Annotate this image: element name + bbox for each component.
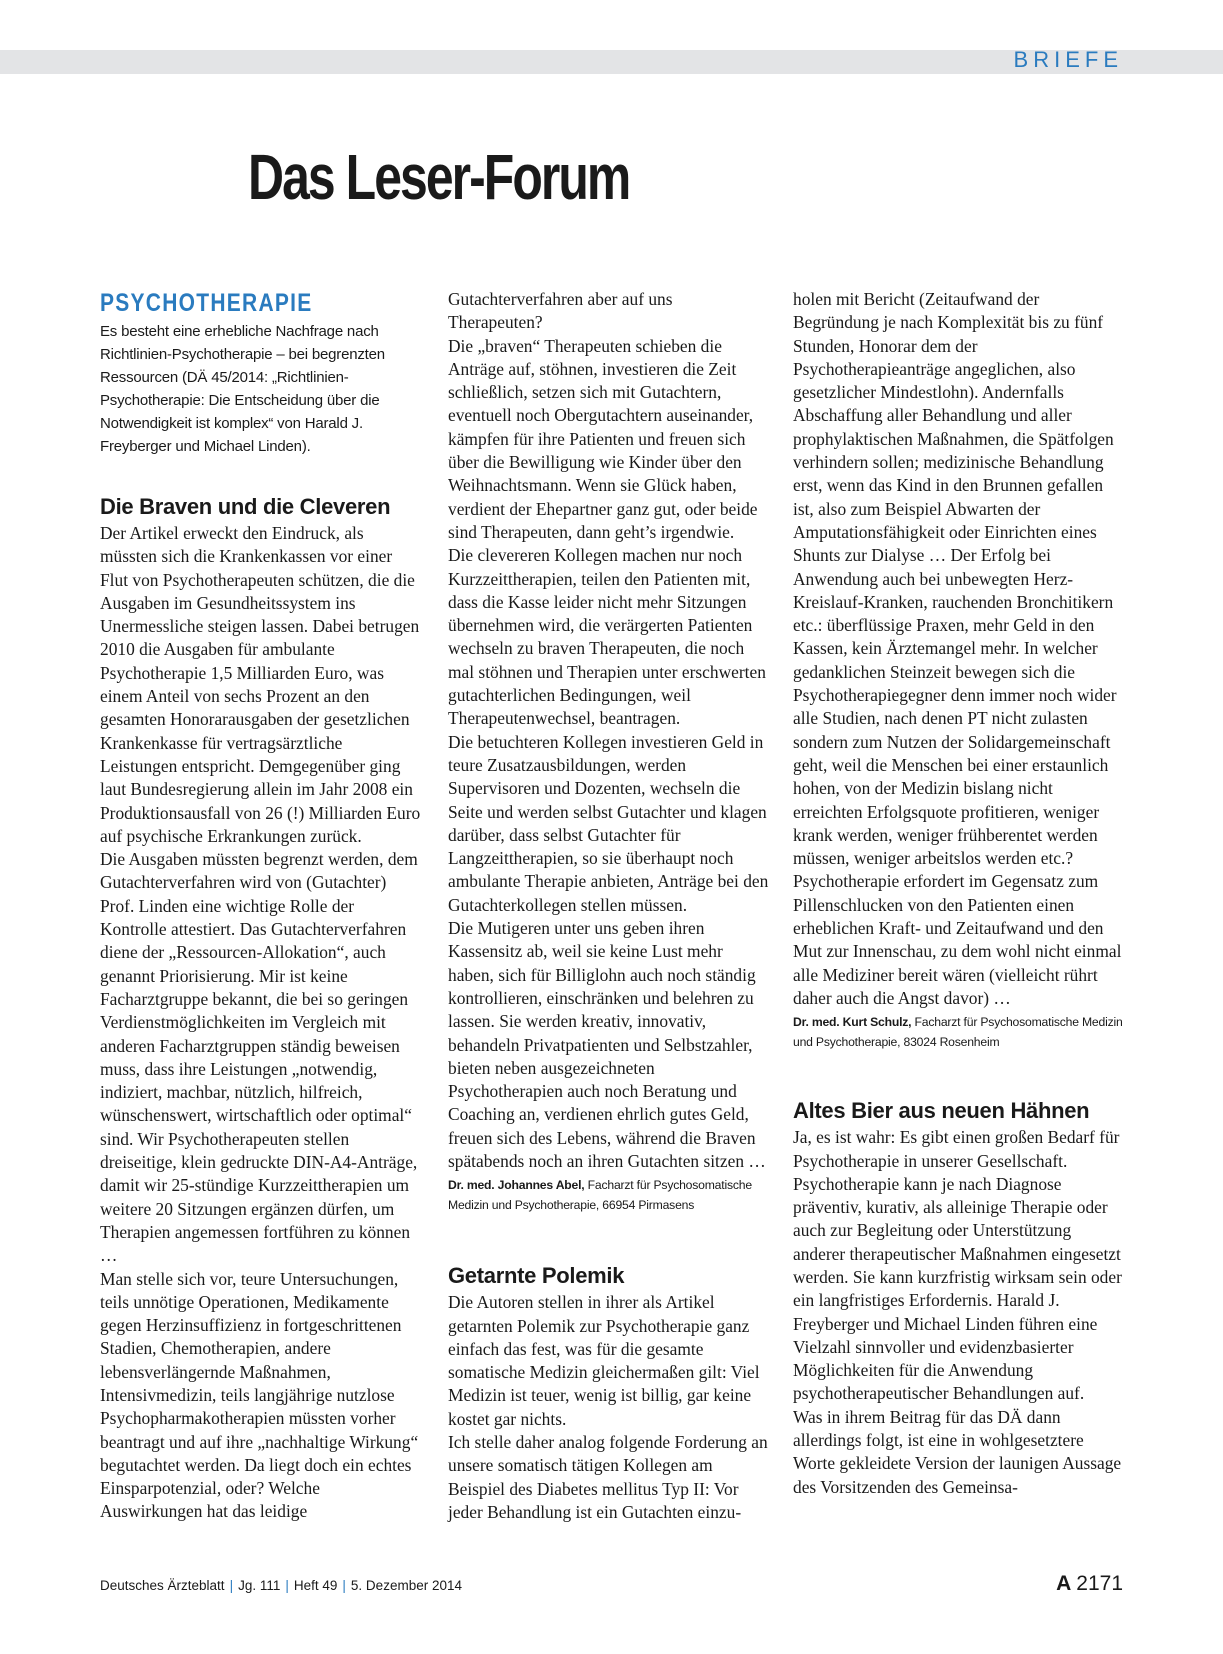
paragraph: Die Mutigeren unter uns geben ihren Kassensitz ab, weil sie keine Lust mehr haben, sich für Billiglohn auch noch ständig kontrollieren, einschränken und belehren zu lassen. Sie werden kreativ, innovativ, behandeln Privatpatienten und Selbstzahler, bieten neben ausgezeichneten Psychotherapien auch noch Beratung und Coaching an, verdienen ehrlich gutes Geld, freuen sich des Lebens, während die Braven spätabends noch an ihren Gutachten sitzen … (448, 918, 766, 1171)
letter-heading-3: Altes Bier aus neuen Hähnen (793, 1098, 1090, 1124)
signature-name: Dr. med. Kurt Schulz, (793, 1015, 912, 1030)
paragraph: Die Autoren stellen in ihrer als Artikel getarnten Polemik zur Psychotherapie ganz einfach das fest, was für die gesamte somatische Medizin gleichermaßen gilt: Viel Medizin ist teuer, wenig ist billig, gar keine kostet gar nichts. (448, 1292, 760, 1429)
volume: Jg. 111 (238, 1578, 281, 1593)
paragraph: Was in ihrem Beitrag für das DÄ dann allerdings folgt, ist eine in wohlgesetztere Worte gekleidete Version der launigen Aussage des Vorsitzenden des Gemeinsa- (793, 1406, 1122, 1497)
signature-1 (448, 1175, 770, 1215)
paragraph: Die Ausgaben müssten begrenzt werden, dem Gutachterverfahren wird von (Gutachter) Prof. Linden eine wichtige Rolle der Kontrolle attestiert. Das Gutachterverfahren diene der „Ressourcen-Allokation“, auch genannt Priorisierung. Mir ist keine Facharztgruppe bekannt, die bei so geringen Verdienstmöglichkeiten im Vergleich mit anderen Facharztgruppen ständig beweisen muss, dass ihre Leistungen „notwendig, indiziert, machbar, nützlich, hilfreich, wünschenswert, wirtschaftlich oder optimal“ sind. Wir Psychotherapeuten stellen dreiseitige, klein gedruckte DIN-A4-Anträge, damit wir 25-stündige Kurzzeittherapien um weitere 20 Sitzungen ergänzen dürfen, um Therapien angemessen fortführen zu können … (100, 849, 418, 1266)
page-prefix: A (1056, 1572, 1072, 1595)
paragraph: Ja, es ist wahr: Es gibt einen großen Bedarf für Psychotherapie in unserer Gesellschaft. Psychotherapie kann je nach Diagnose präventiv, kurativ, als alleinige Therapie oder auch zur Begleitung oder Unterstützung anderer therapeutischer Maßnahmen eingesetzt werden. Sie kann kurzfristig wirksam sein oder ein langfristiges Erfordernis. Harald J. Freyberger und Michael Linden führen eine Vielzahl sinnvoller und evidenzbasierter Möglichkeiten für die Anwendung psychotherapeutischer Behandlungen auf. (793, 1127, 1122, 1404)
section-label: BRIEFE (1013, 47, 1123, 72)
separator: | (342, 1578, 346, 1593)
paragraph: Ich stelle daher analog folgende Forderung an unsere somatisch tätigen Kollegen am Beispiel des Diabetes mellitus Typ II: Vor jeder Behandlung ist ein Gutachten einzu- (448, 1432, 768, 1522)
signature-2 (793, 1012, 1123, 1052)
column-2 (448, 288, 770, 1524)
column-3 (793, 288, 1123, 1499)
paragraph: Man stelle sich vor, teure Untersuchungen, teils unnötige Operationen, Medikamente gegen Herzinsuffizienz in fortgeschrittenen Stadien, Chemotherapien, andere lebensverlängernde Maßnahmen, Intensivmedizin, teils langjährige nutzlose Psychopharmakotherapien müssten vorher beantragt und auf ihre „nachhaltige Wirkung“ begutachtet werden. Da liegt doch ein echtes Einsparpotenzial, oder? Welche Auswirkungen hat das leidige (100, 1268, 419, 1522)
paragraph: Der Artikel erweckt den Eindruck, als müssten sich die Krankenkassen vor einer Flut von Psychotherapeuten schützen, die die Ausgaben im Gesundheitssystem ins Unermessliche steigen lassen. Dabei betrugen 2010 die Ausgaben für ambulante Psychotherapie 1,5 Milliarden Euro, was einem Anteil von sechs Prozent an den gesamten Honorarausgaben der gesetzlichen Krankenkasse für vertragsärztliche Leistungen entspricht. Demgegenüber ging laut Bundesregierung allein im Jahr 2008 ein Produktionsausfall von 26 (!) Milliarden Euro auf psychische Erkrankungen zurück. (100, 523, 421, 846)
page-number-value: 2171 (1076, 1572, 1123, 1595)
topic-label: PSYCHOTHERAPIE (100, 289, 313, 317)
paragraph: Gutachterverfahren aber auf uns Therapeuten? (448, 289, 673, 333)
intro-text: Es besteht eine erhebliche Nachfrage nach Richtlinien-Psychotherapie – bei begrenzten Ressourcen (DÄ 45/2014: „Richtlinien-Psychotherapie: Die Entscheidung über die Notwendigkeit ist komplex“ von Harald J. Freyberger und Michael Linden). (100, 323, 385, 455)
journal-name: Deutsches Ärzteblatt (100, 1578, 225, 1593)
letter-heading-2: Getarnte Polemik (448, 1263, 625, 1289)
signature-detail: Facharzt für Psychosomatische Medizin und Psychotherapie, 66954 Pirmasens (448, 1178, 752, 1213)
issue: Heft 49 (293, 1578, 338, 1593)
paragraph: holen mit Bericht (Zeitaufwand der Begründung je nach Komplexität bis zu fünf Stunden, Honorar dem der Psychotherapieanträge angeglichen, also gesetzlicher Mindestlohn). Andernfalls Abschaffung aller Behandlung und aller prophylaktischen Maßnahmen, die Spätfolgen verhindern sollen; medizinische Behandlung erst, wenn das Kind in den Brunnen gefallen ist, also zum Beispiel Abwarten der Amputationsfähigkeit oder Einrichten eines Shunts zur Dialyse … Der Erfolg bei Anwendung auch bei unbewegten Herz-Kreislauf-Kranken, rauchenden Bronchitikern etc.: überflüssige Praxen, mehr Geld in den Kassen, kein Ärztemangel mehr. In welcher gedanklichen Steinzeit bewegen sich die Psychotherapiegegner denn immer noch wider alle Studien, nach denen PT nicht zulasten sondern zum Nutzen der Solidargemeinschaft geht, weil die Menschen bei einer erstaunlich hohen, von der Medizin bislang nicht erreichten Erfolgsquote profitieren, weniger krank werden, weniger frühberentet werden müssen, weniger arbeitslos werden etc.? Psychotherapie erfordert im Gegensatz zum Pillenschlucken von den Patienten einen erheblichen Kraft- und Zeitaufwand und den Mut zur Innenschau, zu dem wohl nicht einmal alle Mediziner bereit wären (vielleicht rührt daher auch die Angst davor) … (793, 289, 1122, 1008)
letter-heading-1: Die Braven und die Cleveren (100, 494, 391, 519)
paragraph: Die clevereren Kollegen machen nur noch Kurzzeittherapien, teilen den Patienten mit, dass die Kasse leider nicht mehr Sitzungen übernehmen wird, die verärgerten Patienten wechseln zu braven Therapeuten, die noch mal stöhnen und Therapien unter erschwerten gutachterlichen Bedingungen, weil Therapeutenwechsel, beantragen. (448, 545, 766, 729)
separator: | (285, 1578, 289, 1593)
paragraph: Die betuchteren Kollegen investieren Geld in teure Zusatzausbildungen, werden Supervisoren und Dozenten, wechseln die Seite und werden selbst Gutachter und klagen darüber, dass selbst Gutachter für Langzeittherapien, so sie überhaupt noch ambulante Therapie anbieten, Anträge bei den Gutachterkollegen stellen müssen. (448, 731, 769, 915)
signature-name: Dr. med. Johannes Abel, (448, 1178, 585, 1193)
signature-detail: Facharzt für Psychosomatische Medizin und Psychotherapie, 83024 Rosenheim (793, 1015, 1123, 1050)
paragraph: Die „braven“ Therapeuten schieben die Anträge auf, stöhnen, investieren die Zeit schließlich, setzen sich mit Gutachtern, eventuell noch Obergutachtern auseinander, kämpfen für ihre Patienten und freuen sich über die Bewilligung wie Kinder über den Weihnachtsmann. Wenn sie Glück haben, verdient der Ehepartner ganz gut, oder beide sind Therapeuten, dann geht’s irgendwie. (448, 335, 758, 542)
separator: | (229, 1578, 234, 1593)
page-number (1056, 1572, 1123, 1596)
column-1 (100, 288, 422, 1524)
footer-citation (100, 1578, 462, 1593)
issue-date: 5. Dezember 2014 (350, 1578, 462, 1593)
page-title: Das Leser-Forum (248, 141, 630, 213)
